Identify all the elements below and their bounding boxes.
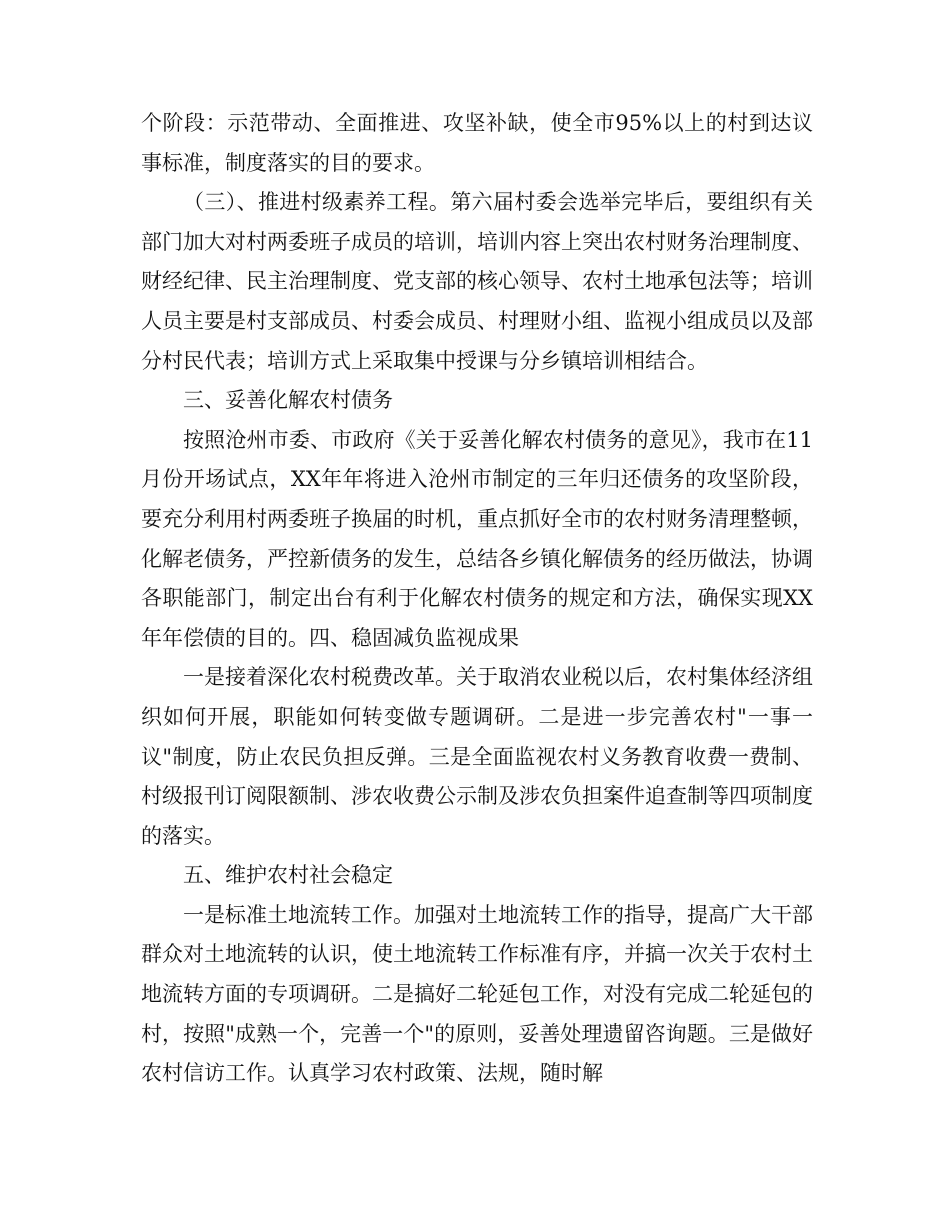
paragraph-land-transfer: 一是标准土地流转工作。加强对土地流转工作的指导，提高广大干部群众对土地流转的认识，使土地流转工作标准有序，并搞一次关于农村土地流转方面的专项调研。二是搞好二轮延包工作，对没有完成二轮延包的村，按照"成熟一个，完善一个"的原则，妥善处理遗留咨询题。三是做好农村信访工作。认真学习农村政策、法规，随时解 [141, 902, 813, 1086]
paragraph-village-quality-project: （三）、推进村级素养工程。第六届村委会选举完毕后，要组织有关部门加大对村两委班子成员的培训，培训内容上突出农村财务治理制度、财经纪律、民主治理制度、党支部的核心领导、农村土地承包法等；培训人员主要是村支部成员、村委会成员、村理财小组、监视小组成员以及部分村民代表；培训方式上采取集中授课与分乡镇培训相结合。 [141, 190, 813, 373]
section-heading-social-stability: 五、维护农村社会稳定 [183, 863, 393, 888]
document-body [141, 104, 813, 1094]
section-heading-rural-debt: 三、妥善化解农村债务 [183, 388, 393, 413]
paragraph-tax-reform: 一是接着深化农村税费改革。关于取消农业税以后，农村集体经济组织如何开展，职能如何转变做专题调研。二是进一步完善农村"一事一议"制度，防止农民负担反弹。三是全面监视农村义务教育收费一费制、村级报刊订阅限额制、涉农收费公示制及涉农负担案件追查制等四项制度的落实。 [141, 665, 813, 848]
paragraph-continuation: 个阶段：示范带动、全面推进、攻坚补缺，使全市95%以上的村到达议事标准，制度落实的目的要求。 [141, 111, 813, 175]
paragraph-rural-debt: 按照沧州市委、市政府《关于妥善化解农村债务的意见》，我市在11月份开场试点，XX年年将进入沧州市制定的三年归还债务的攻坚阶段，要充分利用村两委班子换届的时机，重点抓好全市的农村财务清理整顿，化解老债务，严控新债务的发生，总结各乡镇化解债务的经历做法，协调各职能部门，制定出台有利于化解农村债务的规定和方法，确保实现XX年年偿债的目的。四、稳固减负监视成果 [141, 427, 813, 650]
